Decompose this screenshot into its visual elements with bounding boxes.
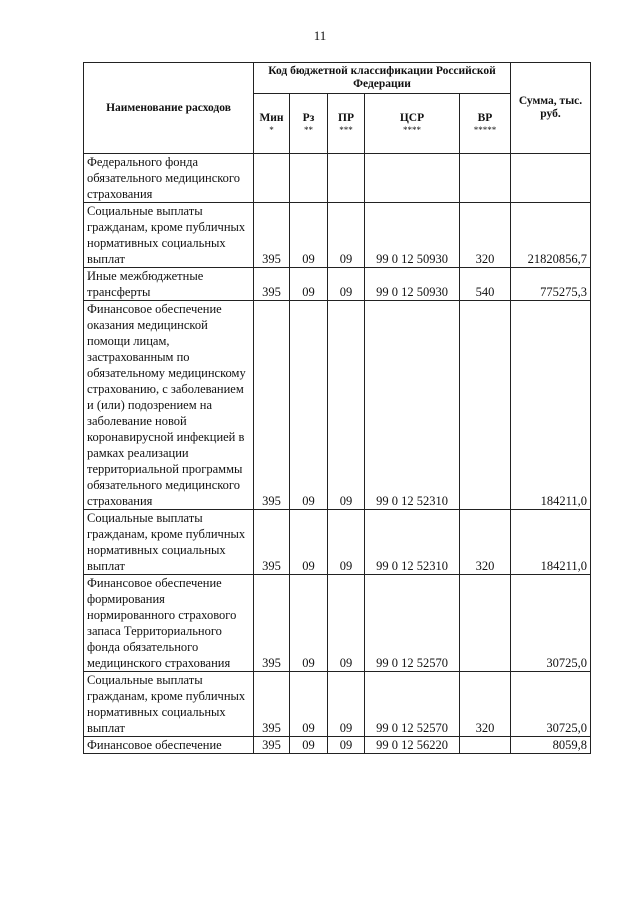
row-sum: 30725,0 — [511, 575, 591, 672]
header-csr — [365, 94, 460, 154]
row-pr: 09 — [328, 203, 365, 268]
row-vr: 320 — [460, 203, 511, 268]
row-min: 395 — [254, 268, 290, 301]
header-rz-mark: ** — [304, 125, 313, 135]
row-sum: 184211,0 — [511, 301, 591, 510]
header-name: Наименование расходов — [84, 63, 254, 154]
budget-table — [83, 62, 591, 754]
header-sum: Сумма, тыс. руб. — [511, 63, 591, 154]
row-min: 395 — [254, 510, 290, 575]
row-rz: 09 — [290, 301, 328, 510]
row-name: Социальные выплаты гражданам, кроме публичных нормативных социальных выплат — [84, 203, 254, 268]
page-number: 11 — [313, 28, 327, 43]
row-csr: 99 0 12 56220 — [365, 737, 460, 754]
row-sum: 184211,0 — [511, 510, 591, 575]
header-vr-mark: ***** — [473, 125, 497, 135]
row-csr: 99 0 12 52310 — [365, 510, 460, 575]
header-code-group: Код бюджетной классификации Российской Федерации — [254, 63, 511, 94]
header-vr — [460, 94, 511, 154]
row-pr: 09 — [328, 737, 365, 754]
header-csr-mark: **** — [403, 125, 421, 135]
header-pr — [328, 94, 365, 154]
row-min — [254, 154, 290, 203]
row-name: Социальные выплаты гражданам, кроме публичных нормативных социальных выплат — [84, 672, 254, 737]
table-row — [84, 268, 591, 301]
header-rz-label: Рз — [302, 112, 315, 124]
row-rz: 09 — [290, 268, 328, 301]
row-pr: 09 — [328, 575, 365, 672]
row-rz: 09 — [290, 672, 328, 737]
table-row — [84, 154, 591, 203]
header-pr-label: ПР — [338, 112, 354, 124]
table-row — [84, 575, 591, 672]
header-rz — [290, 94, 328, 154]
row-vr — [460, 575, 511, 672]
table-row — [84, 301, 591, 510]
row-pr — [328, 154, 365, 203]
row-vr — [460, 154, 511, 203]
header-csr-label: ЦСР — [399, 112, 425, 124]
row-vr: 320 — [460, 672, 511, 737]
row-pr: 09 — [328, 510, 365, 575]
row-pr: 09 — [328, 268, 365, 301]
header-row — [84, 63, 591, 94]
row-name: Финансовое обеспечение — [84, 737, 254, 754]
row-sum: 775275,3 — [511, 268, 591, 301]
header-min — [254, 94, 290, 154]
row-min: 395 — [254, 301, 290, 510]
table-row — [84, 203, 591, 268]
row-min: 395 — [254, 737, 290, 754]
row-csr: 99 0 12 50930 — [365, 203, 460, 268]
table-row — [84, 672, 591, 737]
row-csr: 99 0 12 52310 — [365, 301, 460, 510]
row-min: 395 — [254, 203, 290, 268]
row-csr — [365, 154, 460, 203]
row-rz: 09 — [290, 737, 328, 754]
row-vr — [460, 301, 511, 510]
row-csr: 99 0 12 52570 — [365, 672, 460, 737]
row-name: Социальные выплаты гражданам, кроме публичных нормативных социальных выплат — [84, 510, 254, 575]
row-vr: 540 — [460, 268, 511, 301]
row-vr — [460, 737, 511, 754]
row-sum — [511, 154, 591, 203]
row-rz: 09 — [290, 203, 328, 268]
header-min-mark: * — [269, 125, 274, 135]
row-rz — [290, 154, 328, 203]
row-min: 395 — [254, 672, 290, 737]
row-csr: 99 0 12 50930 — [365, 268, 460, 301]
header-vr-label: ВР — [477, 112, 493, 124]
row-pr: 09 — [328, 301, 365, 510]
row-sum: 21820856,7 — [511, 203, 591, 268]
row-name: Иные межбюджетные трансферты — [84, 268, 254, 301]
row-name: Финансовое обеспечение оказания медицинской помощи лицам, застрахованным по обязательному медицинскому страхованию, с заболеванием и (или) подозрением на заболевание новой коронавирусной инфекцией в рамках реализации территориальной программы обязательного медицинского страхования — [84, 301, 254, 510]
row-name: Федерального фонда обязательного медицинского страхования — [84, 154, 254, 203]
row-rz: 09 — [290, 575, 328, 672]
row-rz: 09 — [290, 510, 328, 575]
row-pr: 09 — [328, 672, 365, 737]
row-sum: 30725,0 — [511, 672, 591, 737]
row-name: Финансовое обеспечение формирования нормированного страхового запаса Территориального фонда обязательного медицинского страхования — [84, 575, 254, 672]
header-pr-mark: *** — [339, 125, 353, 135]
header-min-label: Мин — [259, 112, 284, 124]
table-row — [84, 510, 591, 575]
row-min: 395 — [254, 575, 290, 672]
row-sum: 8059,8 — [511, 737, 591, 754]
row-vr: 320 — [460, 510, 511, 575]
row-csr: 99 0 12 52570 — [365, 575, 460, 672]
table-row — [84, 737, 591, 754]
